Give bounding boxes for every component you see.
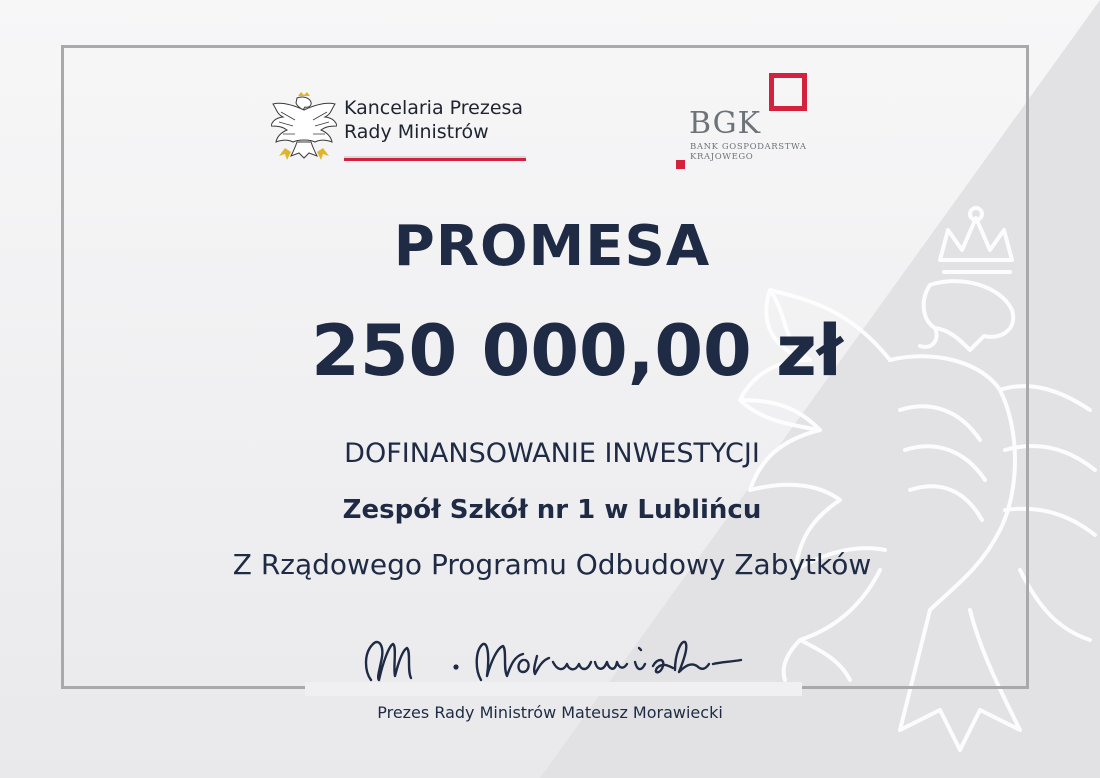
- document-title: PROMESA: [393, 214, 711, 279]
- grant-program: Z Rządowego Programu Odbudowy Zabytków: [232, 548, 872, 581]
- handwritten-signature: [357, 632, 747, 687]
- kprm-name-line1: Kancelaria Prezesa: [344, 97, 524, 119]
- grant-purpose: DOFINANSOWANIE INWESTYCJI: [344, 438, 760, 469]
- bgk-subtitle: [690, 142, 807, 162]
- polish-eagle-emblem-icon: [271, 90, 337, 162]
- bgk-dot-icon: [676, 160, 685, 169]
- kprm-logo: [271, 90, 531, 168]
- kprm-name-line2: Rady Ministrów: [344, 121, 489, 143]
- bgk-subtitle-line1: BANK GOSPODARSTWA: [690, 142, 807, 152]
- bgk-logo: [676, 72, 826, 172]
- kprm-name: [344, 96, 523, 144]
- bgk-square-icon: [769, 73, 807, 111]
- bgk-subtitle-line2: KRAJOWEGO: [690, 152, 754, 162]
- signer-name: Prezes Rady Ministrów Mateusz Morawiecki: [377, 703, 723, 722]
- grant-amount: 250 000,00 zł: [311, 310, 843, 392]
- kprm-flag-line: [344, 156, 526, 159]
- bgk-name: BGK: [689, 106, 761, 141]
- grant-recipient: Zespół Szkół nr 1 w Lublińcu: [342, 495, 762, 525]
